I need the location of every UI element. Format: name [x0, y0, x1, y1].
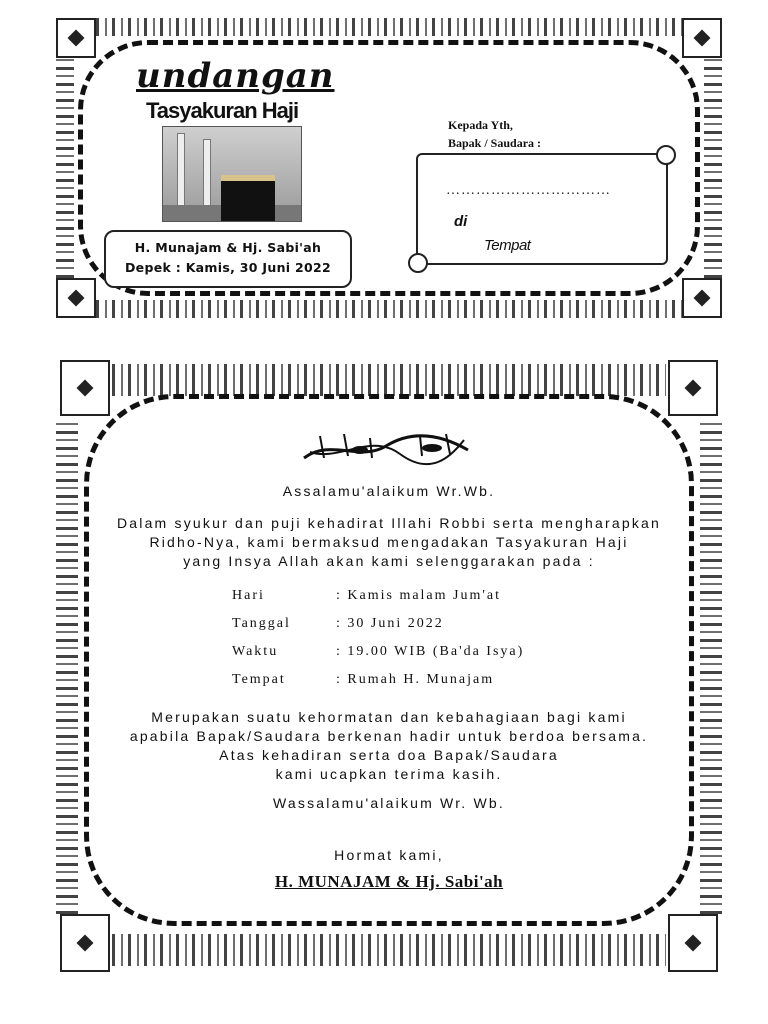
detail-label: Waktu	[232, 644, 279, 659]
pillar-ornament-icon	[668, 360, 718, 416]
opening-line-1: Dalam syukur dan puji kehadirat Illahi Robbi serta mengharapkan	[116, 515, 662, 531]
recipient-label	[448, 116, 541, 152]
ornament-border-right	[704, 58, 722, 278]
closing-line-1: Merupakan suatu kehormatan dan kebahagiaan bagi kami	[151, 709, 627, 725]
bismillah-calligraphy-icon	[300, 428, 472, 466]
ornament-border-left	[56, 58, 74, 278]
corner-ornament-icon	[682, 278, 722, 318]
host-box	[104, 230, 352, 288]
pillar-ornament-icon	[60, 360, 110, 416]
event-title: Tasyakuran Haji	[146, 98, 299, 123]
closing-line-2: apabila Bapak/Saudara berkenan hadir untuk berdoa bersama.	[129, 728, 649, 744]
host-names: H. Munajam & Hj. Sabi'ah	[134, 240, 322, 255]
recipient-label-line-2: Bapak / Saudara :	[448, 136, 542, 150]
detail-label: Hari	[232, 588, 265, 603]
detail-label: Tempat	[232, 672, 286, 687]
closing-line-3: Atas kehadiran serta doa Bapak/Saudara	[219, 747, 559, 763]
closing-line-4: kami ucapkan terima kasih.	[275, 766, 503, 782]
regards: Hormat kami,	[334, 847, 444, 863]
opening-line-3: yang Insya Allah akan kami selenggarakan pada :	[183, 553, 595, 569]
detail-value: : Kamis malam Jum'at	[336, 588, 502, 603]
farewell: Wassalamu'alaikum Wr. Wb.	[273, 795, 505, 811]
ornament-border-bottom	[112, 934, 666, 966]
location-date: Depek : Kamis, 30 Juni 2022	[125, 260, 331, 275]
ornament-border-top	[112, 364, 666, 396]
detail-value: : 30 Juni 2022	[336, 616, 444, 631]
ornament-border-top	[96, 18, 682, 36]
corner-ornament-icon	[56, 18, 96, 58]
invitation-heading: undangan	[136, 56, 335, 96]
kaaba-illustration	[162, 126, 302, 222]
recipient-name-line: ……………………………	[446, 183, 611, 198]
opening-line-2: Ridho-Nya, kami bermaksud mengadakan Tasyakuran Haji	[149, 534, 629, 550]
detail-label: Tanggal	[232, 616, 291, 631]
tempat-label: Tempat	[484, 237, 531, 254]
signature: H. MUNAJAM & Hj. Sabi'ah	[274, 872, 504, 891]
corner-ornament-icon	[56, 278, 96, 318]
ornament-border-bottom	[96, 300, 682, 318]
pillar-ornament-icon	[668, 914, 718, 972]
greeting: Assalamu'alaikum Wr.Wb.	[282, 483, 496, 499]
invitation-cover-card	[56, 18, 722, 318]
corner-ornament-icon	[682, 18, 722, 58]
invitation-letter-card	[56, 356, 722, 976]
pillar-ornament-icon	[60, 914, 110, 972]
di-label: di	[454, 213, 468, 230]
recipient-scroll	[416, 153, 668, 265]
recipient-label-line-1: Kepada Yth,	[448, 118, 513, 132]
detail-value: : Rumah H. Munajam	[336, 672, 495, 687]
detail-value: : 19.00 WIB (Ba'da Isya)	[336, 644, 525, 659]
